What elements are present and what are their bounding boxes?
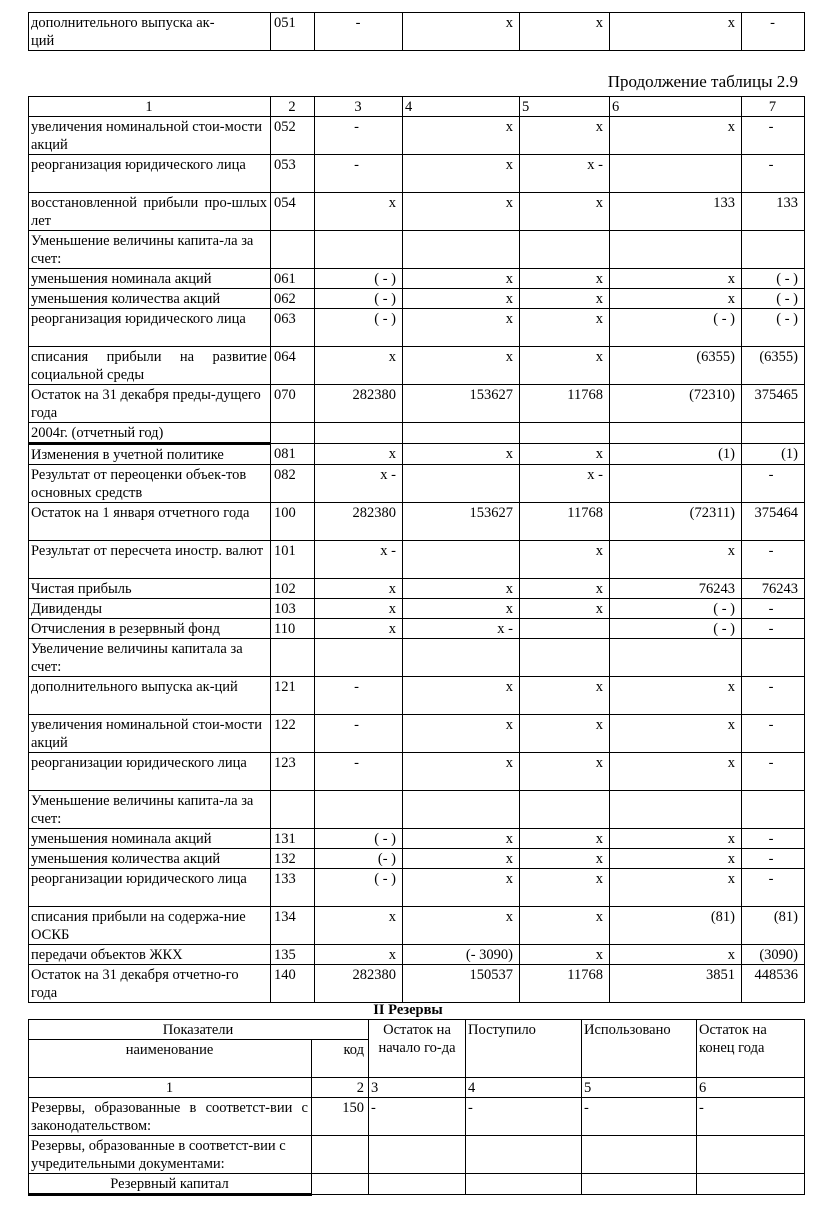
row-code (312, 1174, 369, 1195)
cell-col6: х (610, 289, 742, 309)
row-name: реорганизация юридического лица (29, 309, 271, 347)
row-code: 064 (271, 347, 315, 385)
cell-col3: - (315, 155, 403, 193)
table-row (29, 289, 805, 309)
cell-col4: х (403, 599, 520, 619)
header-col4: 4 (403, 97, 520, 117)
cell-col6: х (610, 715, 742, 753)
cell-col3: - (315, 677, 403, 715)
cell-col5: х (520, 193, 610, 231)
cell-col4: х (403, 753, 520, 791)
header-col1: 1 (29, 97, 271, 117)
cell-col6: х (610, 753, 742, 791)
cell-col6: (72311) (610, 503, 742, 541)
cell-col5: х (520, 715, 610, 753)
header-used: Использовано (582, 1020, 697, 1078)
row-code: 131 (271, 829, 315, 849)
cell-col6 (610, 155, 742, 193)
cell-col4 (403, 541, 520, 579)
row-code: 081 (271, 444, 315, 465)
cell-col6: х (610, 869, 742, 907)
table-row (29, 619, 805, 639)
cell-col5: х (520, 599, 610, 619)
header-col5: 5 (520, 97, 610, 117)
cell-col3 (369, 1174, 466, 1195)
cell-col3: - (315, 753, 403, 791)
cell-col4: х (403, 193, 520, 231)
cell-col7: - (742, 869, 805, 907)
row-code: 062 (271, 289, 315, 309)
row-code: 103 (271, 599, 315, 619)
number-col6: 6 (697, 1078, 805, 1098)
row-name: Резервы, образованные в соответст-вии с законодательством: (29, 1098, 312, 1136)
table-row (29, 829, 805, 849)
cell-col4: (- 3090) (403, 945, 520, 965)
row-code (312, 1136, 369, 1174)
cell-col7: - (742, 619, 805, 639)
cell-col3: 282380 (315, 965, 403, 1003)
cell-col3: х (315, 444, 403, 465)
row-name: увеличения номинальной стои-мости акций (29, 117, 271, 155)
row-name: Остаток на 31 декабря отчетно-го года (29, 965, 271, 1003)
cell-col3: х (315, 945, 403, 965)
table-row (29, 869, 805, 907)
cell-col3: - (315, 117, 403, 155)
table-row (29, 579, 805, 599)
cell-col7: 375464 (742, 503, 805, 541)
table-row (29, 13, 805, 51)
section-title: II Резервы (373, 1002, 443, 1018)
cell-col5: - (582, 1098, 697, 1136)
cell-col3 (315, 231, 403, 269)
row-code: 140 (271, 965, 315, 1003)
row-name: Чистая прибыль (29, 579, 271, 599)
table-header-row (29, 97, 805, 117)
row-name-text: дополнительного выпуска ак- ций (31, 15, 215, 49)
row-name: уменьшения количества акций (29, 289, 271, 309)
cell-col6 (610, 465, 742, 503)
row-code: 133 (271, 869, 315, 907)
cell-col5: х (520, 907, 610, 945)
table-row (29, 465, 805, 503)
row-code (271, 791, 315, 829)
row-name: Резервный капитал (29, 1174, 312, 1195)
cell-col7: (81) (742, 907, 805, 945)
cell-col6: 133 (610, 193, 742, 231)
cell-col6: х (610, 13, 742, 51)
row-code: 061 (271, 269, 315, 289)
row-name: Резервы, образованные в соответст-вии с учредительными документами: (29, 1136, 312, 1174)
row-code: 150 (312, 1098, 369, 1136)
table-row (29, 715, 805, 753)
cell-col3: х (315, 347, 403, 385)
cell-col5: х (520, 829, 610, 849)
row-name: Результат от пересчета иностр. валют (29, 541, 271, 579)
row-name (29, 13, 271, 51)
cell-col6: ( - ) (610, 309, 742, 347)
row-name: Уменьшение величины капита-ла за счет: (29, 791, 271, 829)
top-table-fragment (28, 12, 805, 51)
row-name: восстановленной прибыли про-шлых лет (29, 193, 271, 231)
row-code: 123 (271, 753, 315, 791)
cell-col5 (520, 639, 610, 677)
header-col3: 3 (315, 97, 403, 117)
table-row (29, 423, 805, 444)
row-name: списания прибыли на развитие социальной среды (29, 347, 271, 385)
cell-col4: х (403, 155, 520, 193)
cell-col7: - (742, 13, 805, 51)
table-row (29, 309, 805, 347)
cell-col7: (3090) (742, 945, 805, 965)
cell-col5: х (520, 753, 610, 791)
number-col5: 5 (582, 1078, 697, 1098)
cell-col7: 375465 (742, 385, 805, 423)
cell-col5: х (520, 444, 610, 465)
cell-col7: - (742, 541, 805, 579)
cell-col4 (403, 639, 520, 677)
row-name: реорганизации юридического лица (29, 869, 271, 907)
table-row (29, 269, 805, 289)
cell-col7: - (742, 117, 805, 155)
row-name: Остаток на 1 января отчетного года (29, 503, 271, 541)
cell-col6: х (610, 829, 742, 849)
cell-col4: х (403, 289, 520, 309)
row-code: 063 (271, 309, 315, 347)
cell-col6: ( - ) (610, 619, 742, 639)
row-code: 100 (271, 503, 315, 541)
table-row (29, 541, 805, 579)
table-row (29, 791, 805, 829)
cell-col3: - (369, 1098, 466, 1136)
row-code: 122 (271, 715, 315, 753)
cell-col5: х (520, 269, 610, 289)
cell-col5: 11768 (520, 965, 610, 1003)
header-col2: 2 (271, 97, 315, 117)
cell-col7 (742, 791, 805, 829)
header-indicators: Показатели (29, 1020, 369, 1040)
cell-col7: - (742, 465, 805, 503)
row-code: 053 (271, 155, 315, 193)
cell-col7: - (742, 715, 805, 753)
cell-col4: х (403, 13, 520, 51)
row-code: 110 (271, 619, 315, 639)
table-row (29, 907, 805, 945)
cell-col3: х (315, 907, 403, 945)
cell-col7 (742, 423, 805, 444)
cell-col3: х (315, 619, 403, 639)
cell-col5: х (520, 289, 610, 309)
header-col7: 7 (742, 97, 805, 117)
cell-col7: - (742, 753, 805, 791)
cell-col4: х - (403, 619, 520, 639)
cell-col7 (742, 231, 805, 269)
cell-col3: (- ) (315, 849, 403, 869)
row-name: увеличения номинальной стои-мости акций (29, 715, 271, 753)
cell-col6: (6355) (610, 347, 742, 385)
header-col6: 6 (610, 97, 742, 117)
cell-col6 (697, 1136, 805, 1174)
cell-col6: 76243 (610, 579, 742, 599)
cell-col7: - (742, 599, 805, 619)
cell-col4: х (403, 869, 520, 907)
row-name: Отчисления в резервный фонд (29, 619, 271, 639)
header-name: наименование (29, 1040, 312, 1078)
cell-col4: х (403, 849, 520, 869)
row-name: Уменьшение величины капита-ла за счет: (29, 231, 271, 269)
table-row (29, 231, 805, 269)
cell-col4: х (403, 677, 520, 715)
row-name: реорганизации юридического лица (29, 753, 271, 791)
number-col4: 4 (466, 1078, 582, 1098)
reserves-header-row (29, 1020, 805, 1040)
cell-col5 (582, 1174, 697, 1195)
row-code: 070 (271, 385, 315, 423)
cell-col5: х (520, 117, 610, 155)
row-name: передачи объектов ЖКХ (29, 945, 271, 965)
cell-col6: х (610, 269, 742, 289)
cell-col5 (582, 1136, 697, 1174)
cell-col3: 282380 (315, 503, 403, 541)
cell-col6 (610, 231, 742, 269)
table-row (29, 347, 805, 385)
cell-col5: х (520, 347, 610, 385)
row-name: дополнительного выпуска ак-ций (29, 677, 271, 715)
row-name: Результат от переоценки объек-тов основных средств (29, 465, 271, 503)
cell-col3: х - (315, 465, 403, 503)
cell-col4: х (403, 715, 520, 753)
cell-col6: х (610, 945, 742, 965)
row-name: уменьшения номинала акций (29, 269, 271, 289)
cell-col4: х (403, 907, 520, 945)
cell-col4: х (403, 347, 520, 385)
cell-col3: ( - ) (315, 289, 403, 309)
cell-col6: ( - ) (610, 599, 742, 619)
table-row (29, 444, 805, 465)
cell-col4 (466, 1174, 582, 1195)
cell-col4 (403, 231, 520, 269)
cell-col7: 448536 (742, 965, 805, 1003)
table-row (29, 599, 805, 619)
row-code: 134 (271, 907, 315, 945)
cell-col5: х (520, 309, 610, 347)
cell-col6 (610, 423, 742, 444)
cell-col3: ( - ) (315, 869, 403, 907)
cell-col4 (403, 791, 520, 829)
table-caption: Продолжение таблицы 2.9 (607, 72, 798, 91)
table-row (29, 1098, 805, 1136)
table-row (29, 1174, 805, 1195)
cell-col3: - (315, 13, 403, 51)
cell-col5: х (520, 13, 610, 51)
row-name: 2004г. (отчетный год) (29, 423, 271, 444)
cell-col3: ( - ) (315, 829, 403, 849)
cell-col5: х (520, 945, 610, 965)
cell-col6: х (610, 541, 742, 579)
cell-col5: х (520, 869, 610, 907)
cell-col3 (315, 639, 403, 677)
cell-col5: х - (520, 465, 610, 503)
table-row (29, 945, 805, 965)
row-code: 132 (271, 849, 315, 869)
cell-col6: х (610, 117, 742, 155)
cell-col5: 11768 (520, 385, 610, 423)
cell-col4 (403, 465, 520, 503)
row-code (271, 231, 315, 269)
row-code: 082 (271, 465, 315, 503)
table-row (29, 1136, 805, 1174)
cell-col6: х (610, 849, 742, 869)
cell-col7: ( - ) (742, 289, 805, 309)
reserves-number-row (29, 1078, 805, 1098)
row-code: 054 (271, 193, 315, 231)
table-row (29, 503, 805, 541)
header-end-balance: Остаток на конец года (697, 1020, 805, 1078)
cell-col4: х (403, 269, 520, 289)
row-name: списания прибыли на содержа-ние ОСКБ (29, 907, 271, 945)
row-code (271, 639, 315, 677)
cell-col4: х (403, 117, 520, 155)
table-row (29, 385, 805, 423)
cell-col4: - (466, 1098, 582, 1136)
cell-col7: - (742, 849, 805, 869)
cell-col6 (610, 639, 742, 677)
cell-col7: (6355) (742, 347, 805, 385)
cell-col3: х (315, 599, 403, 619)
cell-col6: (72310) (610, 385, 742, 423)
row-code: 102 (271, 579, 315, 599)
row-code: 135 (271, 945, 315, 965)
table-row (29, 155, 805, 193)
cell-col4: х (403, 579, 520, 599)
cell-col5: х (520, 541, 610, 579)
header-received: Поступило (466, 1020, 582, 1078)
table-body (29, 117, 805, 1003)
table-row (29, 753, 805, 791)
cell-col3: 282380 (315, 385, 403, 423)
cell-col4: 153627 (403, 503, 520, 541)
row-code: 052 (271, 117, 315, 155)
cell-col6: - (697, 1098, 805, 1136)
cell-col4: х (403, 829, 520, 849)
header-code: код (312, 1040, 369, 1078)
cell-col7: 133 (742, 193, 805, 231)
cell-col7: (1) (742, 444, 805, 465)
cell-col3: ( - ) (315, 269, 403, 289)
cell-col5: х (520, 849, 610, 869)
number-col1: 1 (29, 1078, 312, 1098)
reserves-table (28, 1019, 805, 1196)
row-code: 121 (271, 677, 315, 715)
row-name: Изменения в учетной политике (29, 444, 271, 465)
number-col2: 2 (312, 1078, 369, 1098)
row-name: уменьшения количества акций (29, 849, 271, 869)
cell-col4: 153627 (403, 385, 520, 423)
cell-col6 (697, 1174, 805, 1195)
cell-col7: ( - ) (742, 269, 805, 289)
cell-col4 (403, 423, 520, 444)
table-row (29, 965, 805, 1003)
cell-col6: (1) (610, 444, 742, 465)
table-row (29, 639, 805, 677)
cell-col4 (466, 1136, 582, 1174)
cell-col6: 3851 (610, 965, 742, 1003)
capital-changes-table (28, 96, 805, 1003)
number-col3: 3 (369, 1078, 466, 1098)
cell-col5 (520, 423, 610, 444)
cell-col3: ( - ) (315, 309, 403, 347)
row-code (271, 423, 315, 444)
cell-col3: х - (315, 541, 403, 579)
cell-col7: - (742, 677, 805, 715)
cell-col5 (520, 791, 610, 829)
row-name: Дивиденды (29, 599, 271, 619)
row-name: Остаток на 31 декабря преды-дущего года (29, 385, 271, 423)
cell-col5 (520, 619, 610, 639)
table-row (29, 849, 805, 869)
cell-col3 (315, 791, 403, 829)
cell-col7: - (742, 829, 805, 849)
cell-col4: х (403, 309, 520, 347)
cell-col3: х (315, 193, 403, 231)
table-row (29, 677, 805, 715)
cell-col5: 11768 (520, 503, 610, 541)
table-row (29, 193, 805, 231)
row-name: реорганизация юридического лица (29, 155, 271, 193)
row-code: 101 (271, 541, 315, 579)
cell-col4: 150537 (403, 965, 520, 1003)
cell-col7: ( - ) (742, 309, 805, 347)
cell-col3: х (315, 579, 403, 599)
cell-col7 (742, 639, 805, 677)
cell-col6: (81) (610, 907, 742, 945)
cell-col3: - (315, 715, 403, 753)
cell-col3 (369, 1136, 466, 1174)
row-name: уменьшения номинала акций (29, 829, 271, 849)
cell-col7: - (742, 155, 805, 193)
cell-col5: х (520, 677, 610, 715)
cell-col5: х - (520, 155, 610, 193)
cell-col4: х (403, 444, 520, 465)
cell-col5 (520, 231, 610, 269)
cell-col6 (610, 791, 742, 829)
cell-col3 (315, 423, 403, 444)
cell-col5: х (520, 579, 610, 599)
cell-col6: х (610, 677, 742, 715)
cell-col7: 76243 (742, 579, 805, 599)
header-start-balance: Остаток на начало го-да (369, 1020, 466, 1078)
row-code: 051 (271, 13, 315, 51)
table-row (29, 117, 805, 155)
row-name: Увеличение величины капитала за счет: (29, 639, 271, 677)
